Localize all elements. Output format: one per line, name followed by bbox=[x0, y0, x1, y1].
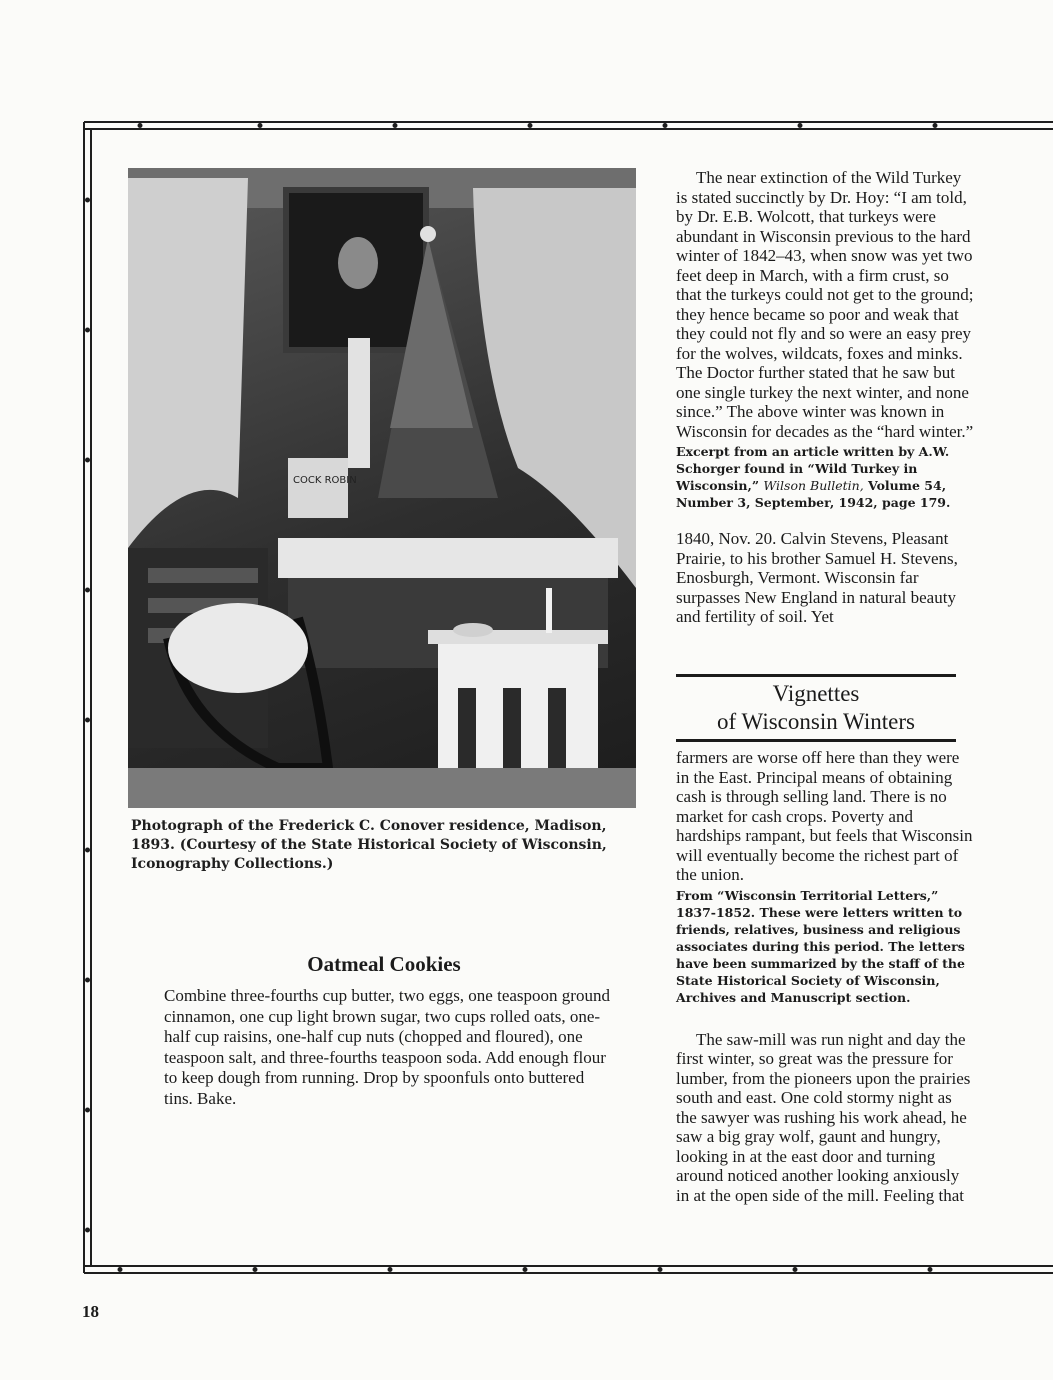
title-rule-bottom bbox=[676, 739, 956, 742]
turkey-source-a: Excerpt from an article written by A.W. Schorger found in “Wild Turkey in Wisconsin,” bbox=[676, 444, 950, 493]
page-number: 18 bbox=[82, 1302, 99, 1321]
turkey-paragraph: The near extinction of the Wild Turkey is stated succinctly by Dr. Hoy: “I am told, by Dr. E.B. Wolcott, that turkeys were abundant in Wisconsin previous to the hard winter of 1842–43, when snow was yet two feet deep in March, with a firm crust, so that the turkeys could not get to the ground; they hence became so poor and weak that they could not fly and so were an easy prey for the wolves, wildcats, foxes and minks. The Doctor further stated that he saw but one single turkey the next winter, and none since.” The above winter was known in Wisconsin for decades as the “hard winter.” bbox=[676, 168, 974, 441]
recipe-body: Combine three-fourths cup butter, two eggs, one teaspoon ground cinnamon, one cup light brown sugar, two cups rolled oats, one-half cup raisins, one-half cup nuts (chopped and floured), one teaspoon salt, and three-fourths teaspoon soda. Add enough flour to keep dough from running. Drop by spoonfuls onto buttered tins. Bake. bbox=[164, 986, 610, 1108]
turkey-source bbox=[676, 443, 976, 511]
letter-article bbox=[676, 748, 976, 1205]
conover-residence-photo bbox=[128, 168, 636, 808]
letter-source: From “Wisconsin Territorial Letters,” 1837-1852. These were letters written to friends, relatives, business and religious associates during this period. The letters have been summarized by the staff of the State Historical Society of Wisconsin, Archives and Manuscript section. bbox=[676, 887, 965, 1005]
recipe-title: Oatmeal Cookies bbox=[307, 952, 461, 976]
section-title-line1: Vignettes bbox=[772, 681, 860, 706]
turkey-article bbox=[676, 168, 976, 627]
left-curtain bbox=[128, 178, 248, 548]
candle bbox=[546, 588, 552, 633]
table-cloth bbox=[278, 538, 618, 578]
turkey-source-journal: Wilson Bulletin, bbox=[763, 478, 864, 493]
letter-paragraph-b: farmers are worse off here than they were in the East. Principal means of obtaining cash is through selling land. There is no market for cash crops. Poverty and hardships rampant, but feels that Wisconsin will eventually become the richest part of the union. bbox=[676, 748, 973, 884]
letter-paragraph-a: 1840, Nov. 20. Calvin Stevens, Pleasant Prairie, to his brother Samuel H. Stevens, Enosburgh, Vermont. Wisconsin far surpasses New England in natural beauty and fertility of soil. Yet bbox=[676, 529, 958, 626]
gift-box bbox=[288, 458, 348, 518]
right-curtain bbox=[473, 188, 636, 588]
teacup bbox=[453, 623, 493, 637]
section-title bbox=[676, 680, 956, 736]
fur-throw bbox=[168, 603, 308, 693]
section-title-line2: of Wisconsin Winters bbox=[717, 709, 915, 734]
block-tower bbox=[348, 338, 370, 468]
turkey-source-b: Volume 54, Number 3, September, 1942, page 179. bbox=[676, 478, 951, 510]
photo-caption: Photograph of the Frederick C. Conover residence, Madison, 1893. (Courtesy of the State Historical Society of Wisconsin, Iconography Collections.) bbox=[131, 818, 607, 872]
title-rule-top bbox=[676, 674, 956, 677]
sawmill-paragraph: The saw-mill was run night and day the first winter, so great was the pressure for lumber, from the pioneers upon the prairies south and east. One cold stormy night as the sawyer was rushing his work ahead, he saw a big gray wolf, gaunt and hungry, looking in at the east door and turning around noticed another looking anxiously in at the open side of the mill. Feeling that bbox=[676, 1029, 971, 1205]
cock-robin-book: COCK ROBIN bbox=[293, 475, 357, 486]
